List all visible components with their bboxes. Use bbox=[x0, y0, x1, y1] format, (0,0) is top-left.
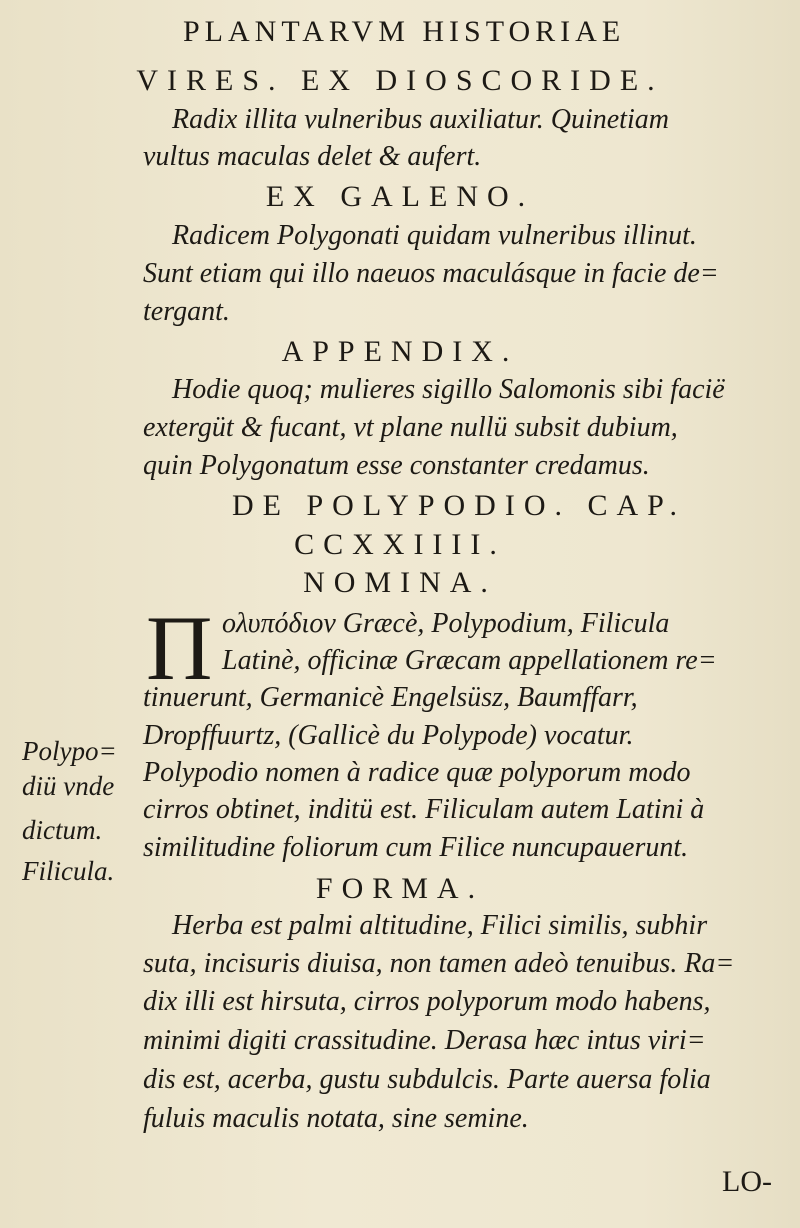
galeno-line-2: Sunt etiam qui illo naeuos maculásque in facie de= bbox=[143, 258, 719, 289]
nomina-line-3: tinuerunt, Germanicè Engelsüsz, Baumffarr, bbox=[143, 682, 638, 713]
nomina-line-4: Dropffuurtz, (Gallicè du Polypode) vocatur. bbox=[143, 720, 634, 751]
running-header: PLANTARVM HISTORIAE bbox=[183, 15, 626, 48]
margin-note-1: Polypo= bbox=[22, 736, 117, 766]
drop-cap: Π bbox=[146, 597, 213, 699]
forma-line-5: dis est, acerba, gustu subdulcis. Parte auersa folia bbox=[143, 1064, 711, 1095]
margin-note-4: Filicula. bbox=[22, 856, 115, 886]
appendix-line-1: Hodie quoq; mulieres sigillo Salomonis sibi facië bbox=[172, 374, 725, 405]
nomina-line-1: ολυπόδιον Græcè, Polypodium, Filicula bbox=[222, 608, 670, 639]
galeno-line-1: Radicem Polygonati quidam vulneribus illinut. bbox=[172, 220, 697, 251]
nomina-line-2: Latinè, officinæ Græcam appellationem re= bbox=[222, 645, 717, 676]
margin-note-2: diü vnde bbox=[22, 771, 115, 801]
chapter-heading: DE POLYPODIO. CAP. bbox=[232, 489, 687, 522]
margin-note-3: dictum. bbox=[22, 815, 103, 845]
chapter-number: CCXXIIII. bbox=[294, 528, 506, 561]
forma-heading: FORMA. bbox=[315, 872, 485, 905]
vires-line-1: Radix illita vulneribus auxiliatur. Quinetiam bbox=[172, 104, 669, 135]
appendix-line-2: extergüt & fucant, vt plane nullü subsit dubium, bbox=[143, 412, 678, 443]
nomina-line-5: Polypodio nomen à radice quæ polyporum modo bbox=[143, 757, 691, 788]
galeno-line-3: tergant. bbox=[143, 296, 230, 327]
nomina-line-7: similitudine foliorum cum Filice nuncupauerunt. bbox=[143, 832, 689, 863]
galeno-heading: EX GALENO. bbox=[265, 180, 535, 213]
forma-line-3: dix illi est hirsuta, cirros polyporum modo habens, bbox=[143, 986, 711, 1017]
forma-line-1: Herba est palmi altitudine, Filici similis, subhir bbox=[172, 910, 708, 941]
vires-line-2: vultus maculas delet & aufert. bbox=[143, 141, 482, 172]
forma-line-2: suta, incisuris diuisa, non tamen adeò tenuibus. Ra= bbox=[143, 948, 735, 979]
catchword: LO- bbox=[722, 1165, 772, 1198]
forma-line-6: fuluis maculis notata, sine semine. bbox=[143, 1103, 529, 1134]
appendix-heading: APPENDIX. bbox=[281, 335, 519, 368]
vires-heading: VIRES. EX DIOSCORIDE. bbox=[136, 64, 664, 97]
nomina-heading: NOMINA. bbox=[303, 566, 497, 599]
forma-line-4: minimi digiti crassitudine. Derasa hæc intus viri= bbox=[143, 1025, 706, 1056]
nomina-line-6: cirros obtinet, inditü est. Filiculam autem Latini à bbox=[143, 794, 705, 825]
appendix-line-3: quin Polygonatum esse constanter credamus. bbox=[143, 450, 650, 481]
